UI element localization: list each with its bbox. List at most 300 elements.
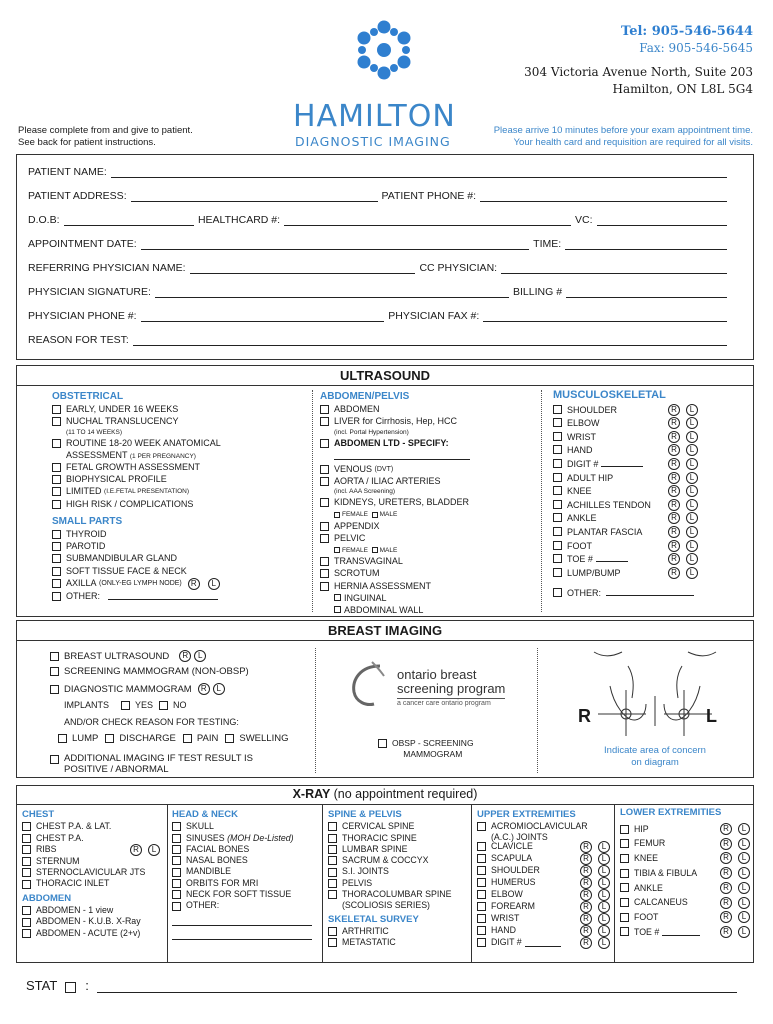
checkbox[interactable]	[50, 755, 59, 764]
billing-label: BILLING #	[513, 286, 563, 298]
checklist-item[interactable]	[477, 925, 610, 937]
checkbox[interactable]	[620, 869, 629, 878]
checklist-item[interactable]	[477, 877, 610, 889]
xr-sinuses[interactable]	[172, 833, 318, 844]
checkbox[interactable]	[553, 527, 562, 536]
right-marker[interactable]: R	[668, 444, 680, 456]
checkbox[interactable]	[22, 834, 31, 843]
physician-phone-field[interactable]	[141, 311, 385, 322]
xr-skull[interactable]	[172, 821, 318, 832]
right-marker[interactable]: R	[720, 926, 732, 938]
left-marker[interactable]: L	[738, 926, 750, 938]
left-marker[interactable]: L	[738, 867, 750, 879]
checkbox[interactable]	[553, 554, 562, 563]
checklist-item[interactable]	[553, 431, 698, 444]
checkbox[interactable]	[320, 522, 329, 531]
checkbox[interactable]	[620, 825, 629, 834]
left-marker[interactable]: L	[738, 897, 750, 909]
checklist-item[interactable]	[620, 895, 750, 910]
checkbox[interactable]	[477, 914, 486, 923]
checkbox[interactable]	[334, 512, 340, 518]
checkbox[interactable]	[320, 569, 329, 578]
checklist-item[interactable]	[553, 404, 698, 417]
diagnostic-mammogram[interactable]	[50, 683, 225, 695]
item-label: HAND	[491, 924, 516, 935]
right-marker[interactable]: R	[668, 567, 680, 579]
us-scrotum[interactable]	[320, 568, 535, 579]
additional-imaging[interactable]	[50, 753, 253, 775]
checkbox[interactable]	[620, 927, 629, 936]
xr-facial[interactable]	[172, 844, 318, 855]
checkbox[interactable]	[328, 845, 337, 854]
checkbox[interactable]	[620, 839, 629, 848]
checkbox[interactable]	[553, 500, 562, 509]
us-submandibular[interactable]	[52, 553, 307, 564]
right-marker[interactable]: R	[580, 877, 592, 889]
xr-lumbar[interactable]	[328, 844, 468, 855]
xr-sternum[interactable]	[22, 856, 164, 867]
checkbox[interactable]	[553, 432, 562, 441]
us-routine[interactable]	[52, 438, 307, 449]
checkbox[interactable]	[50, 685, 59, 694]
item-label: LIMITED	[66, 486, 102, 497]
checkbox[interactable]	[334, 594, 341, 601]
patient-phone-field[interactable]	[480, 191, 727, 202]
checkbox[interactable]	[52, 439, 61, 448]
checklist-item[interactable]	[553, 567, 698, 580]
checkbox[interactable]	[121, 701, 130, 710]
us-venous[interactable]	[320, 464, 535, 475]
us-aorta[interactable]	[320, 476, 535, 487]
checkbox[interactable]	[52, 417, 61, 426]
left-marker[interactable]: L	[686, 404, 698, 416]
checklist-item[interactable]	[620, 910, 750, 925]
checkbox[interactable]	[22, 880, 31, 889]
checkbox[interactable]	[320, 557, 329, 566]
left-marker[interactable]: L	[686, 431, 698, 443]
left-marker[interactable]: L	[686, 499, 698, 511]
right-marker[interactable]: R	[720, 867, 732, 879]
left-marker[interactable]: L	[738, 823, 750, 835]
instructions-left	[18, 125, 193, 149]
checkbox[interactable]	[553, 445, 562, 454]
xr-metastatic[interactable]	[328, 937, 468, 948]
xr-thoracic-inlet[interactable]	[22, 878, 164, 889]
screening-mammogram[interactable]	[50, 666, 249, 677]
left-marker[interactable]: L	[598, 841, 610, 853]
checkbox[interactable]	[320, 417, 329, 426]
left-marker[interactable]: L	[598, 901, 610, 913]
checklist-item[interactable]	[477, 937, 610, 949]
left-marker[interactable]: L	[686, 526, 698, 538]
xr-orbits[interactable]	[172, 878, 318, 889]
specify-field[interactable]	[334, 459, 470, 460]
checkbox[interactable]	[553, 513, 562, 522]
us-small-other[interactable]	[52, 591, 307, 602]
checkbox[interactable]	[52, 592, 61, 601]
xr-acromioclavicular[interactable]	[477, 821, 610, 832]
vc-field[interactable]	[597, 215, 727, 226]
dob-label: D.O.B:	[28, 214, 60, 226]
xr-sternoclavicular[interactable]	[22, 867, 164, 878]
checklist-item[interactable]	[620, 851, 750, 866]
us-msk-other[interactable]	[553, 587, 698, 600]
checkbox[interactable]	[553, 418, 562, 427]
checkbox[interactable]	[172, 822, 181, 831]
referring-physician-field[interactable]	[190, 263, 416, 274]
dob-field[interactable]	[64, 215, 194, 226]
checkbox[interactable]	[328, 890, 337, 899]
left-marker[interactable]: L	[738, 852, 750, 864]
checkbox[interactable]	[22, 857, 31, 866]
xr-thoracolumbar[interactable]	[328, 889, 468, 900]
checkbox[interactable]	[52, 567, 61, 576]
right-marker[interactable]: R	[668, 404, 680, 416]
checkbox[interactable]	[328, 822, 337, 831]
breast-diagram[interactable]	[574, 646, 736, 742]
checkbox[interactable]	[620, 854, 629, 863]
physician-signature-field[interactable]	[155, 287, 509, 298]
number-field[interactable]	[525, 938, 561, 947]
checkbox[interactable]	[50, 652, 59, 661]
us-hernia[interactable]	[320, 581, 535, 592]
checkbox[interactable]	[553, 405, 562, 414]
checkbox[interactable]	[52, 500, 61, 509]
left-marker[interactable]: L	[213, 683, 225, 695]
us-fetal-growth[interactable]	[52, 462, 307, 473]
item-label: CHEST P.A.	[36, 832, 84, 843]
xr-chest-pa-lat[interactable]	[22, 821, 164, 832]
xr-abdomen-acute[interactable]	[22, 928, 164, 939]
patient-name-field[interactable]	[111, 167, 727, 178]
left-marker[interactable]: L	[598, 937, 610, 949]
right-marker[interactable]: R	[188, 578, 200, 590]
other-field[interactable]	[108, 591, 218, 600]
checkbox[interactable]	[22, 906, 31, 915]
checkbox[interactable]	[22, 929, 31, 938]
checklist-item[interactable]	[553, 444, 698, 457]
checkbox[interactable]	[159, 701, 168, 710]
left-marker[interactable]: L	[686, 553, 698, 565]
checkbox[interactable]	[553, 588, 562, 597]
checkbox[interactable]	[378, 739, 387, 748]
us-abdomen[interactable]	[320, 404, 535, 415]
item-label: ANKLE	[634, 882, 663, 893]
checkbox[interactable]	[620, 913, 629, 922]
checkbox[interactable]	[328, 834, 337, 843]
left-marker[interactable]: L	[686, 417, 698, 429]
male-label: MALE	[379, 511, 398, 519]
checkbox[interactable]	[620, 883, 629, 892]
checkbox[interactable]	[328, 938, 337, 947]
checkbox[interactable]	[52, 405, 61, 414]
number-field[interactable]	[601, 458, 643, 467]
right-marker[interactable]: R	[580, 925, 592, 937]
checkbox[interactable]	[52, 463, 61, 472]
checkbox[interactable]	[553, 486, 562, 495]
cc-physician-field[interactable]	[501, 263, 727, 274]
item-label: NASAL BONES	[186, 855, 248, 866]
checkbox[interactable]	[52, 542, 61, 551]
billing-field[interactable]	[566, 287, 727, 298]
checklist-item[interactable]	[553, 526, 698, 539]
xr-mandible[interactable]	[172, 866, 318, 877]
us-appendix[interactable]	[320, 521, 535, 532]
checkbox[interactable]	[52, 530, 61, 539]
left-marker[interactable]: L	[738, 882, 750, 894]
checklist-item[interactable]	[553, 485, 698, 498]
time-field[interactable]	[565, 239, 727, 250]
checkbox[interactable]	[172, 890, 181, 899]
left-marker[interactable]: L	[686, 458, 698, 470]
checkbox[interactable]	[183, 734, 192, 743]
checkbox[interactable]	[372, 547, 378, 553]
left-marker[interactable]: L	[738, 838, 750, 850]
right-marker[interactable]: R	[720, 911, 732, 923]
number-field[interactable]	[662, 927, 700, 936]
xr-ribs[interactable]	[22, 844, 164, 856]
other-field[interactable]	[172, 939, 312, 940]
us-biophysical[interactable]	[52, 474, 307, 485]
checklist-item[interactable]	[477, 853, 610, 865]
stat-field[interactable]	[97, 980, 737, 993]
checklist-item[interactable]	[620, 866, 750, 881]
left-marker[interactable]: L	[598, 877, 610, 889]
checkbox[interactable]	[477, 878, 486, 887]
right-marker[interactable]: R	[580, 841, 592, 853]
checkbox[interactable]	[334, 606, 341, 613]
checkbox[interactable]	[372, 512, 378, 518]
checkbox[interactable]	[320, 498, 329, 507]
checkbox[interactable]	[620, 898, 629, 907]
item-label: KIDNEYS, URETERS, BLADDER	[334, 497, 470, 508]
checkbox[interactable]	[52, 579, 61, 588]
right-marker[interactable]: R	[668, 485, 680, 497]
us-thyroid[interactable]	[52, 529, 307, 540]
checklist-item[interactable]	[620, 925, 750, 940]
xr-pelvis[interactable]	[328, 878, 468, 889]
left-marker[interactable]: L	[598, 889, 610, 901]
side-markers	[665, 485, 698, 497]
right-marker[interactable]: R	[668, 512, 680, 524]
xr-sacrum[interactable]	[328, 855, 468, 866]
us-nuchal[interactable]	[52, 416, 307, 427]
checklist-item[interactable]	[553, 512, 698, 525]
checkbox[interactable]	[320, 477, 329, 486]
us-parotid[interactable]	[52, 541, 307, 552]
left-marker[interactable]: L	[598, 925, 610, 937]
right-marker[interactable]: R	[668, 431, 680, 443]
us-abdominal-wall[interactable]	[320, 605, 535, 616]
checkbox[interactable]	[172, 834, 181, 843]
xr-arthritic[interactable]	[328, 926, 468, 937]
left-marker[interactable]: L	[686, 512, 698, 524]
item-label: LUMBAR SPINE	[342, 843, 408, 854]
left-marker[interactable]: L	[738, 911, 750, 923]
checklist-item[interactable]	[477, 913, 610, 925]
checkbox[interactable]	[22, 845, 31, 854]
right-marker[interactable]: R	[668, 499, 680, 511]
checkbox[interactable]	[172, 902, 181, 911]
us-transvaginal[interactable]	[320, 556, 535, 567]
reason-field[interactable]	[133, 335, 727, 346]
checkbox[interactable]	[172, 868, 181, 877]
item-label: ELBOW	[491, 888, 523, 899]
checkbox[interactable]	[52, 554, 61, 563]
xr-head-other[interactable]	[172, 900, 318, 911]
right-marker[interactable]: R	[198, 683, 210, 695]
right-marker[interactable]: R	[179, 650, 191, 662]
checklist-item[interactable]	[553, 540, 698, 553]
right-marker[interactable]: R	[668, 417, 680, 429]
checkbox[interactable]	[328, 927, 337, 936]
right-marker[interactable]: R	[668, 540, 680, 552]
right-marker[interactable]: R	[130, 844, 142, 856]
right-marker[interactable]: R	[720, 823, 732, 835]
checkbox[interactable]	[553, 473, 562, 482]
checklist-item[interactable]	[620, 881, 750, 896]
checklist-item[interactable]	[553, 417, 698, 430]
checkbox[interactable]	[320, 439, 329, 448]
checkbox[interactable]	[328, 868, 337, 877]
checkbox[interactable]	[477, 926, 486, 935]
us-axilla[interactable]	[52, 578, 307, 590]
checklist-item[interactable]	[553, 458, 698, 471]
checkbox[interactable]	[477, 890, 486, 899]
checkbox[interactable]	[334, 547, 340, 553]
checklist-item[interactable]	[477, 889, 610, 901]
xr-abdomen-kub[interactable]	[22, 916, 164, 927]
xr-nasal[interactable]	[172, 855, 318, 866]
left-marker[interactable]: L	[208, 578, 220, 590]
item-label: TOE #	[567, 554, 593, 565]
xr-chest-pa[interactable]	[22, 833, 164, 844]
checklist-item[interactable]	[620, 822, 750, 837]
checklist-item[interactable]	[553, 553, 698, 566]
checkbox[interactable]	[22, 918, 31, 927]
msk-column	[553, 389, 698, 601]
checklist-item[interactable]	[477, 841, 610, 853]
stat-checkbox[interactable]	[65, 982, 76, 993]
xr-thoracic[interactable]	[328, 833, 468, 844]
checklist-item[interactable]	[477, 865, 610, 877]
checkbox[interactable]	[52, 475, 61, 484]
physician-fax-field[interactable]	[483, 311, 727, 322]
checkbox[interactable]	[477, 866, 486, 875]
left-marker[interactable]: L	[598, 913, 610, 925]
us-limited[interactable]	[52, 486, 307, 497]
checkbox[interactable]	[105, 734, 114, 743]
checkbox[interactable]	[50, 667, 59, 676]
right-marker[interactable]: R	[668, 458, 680, 470]
item-label: WRIST	[567, 431, 596, 442]
right-marker[interactable]: R	[580, 853, 592, 865]
checkbox[interactable]	[477, 902, 486, 911]
left-marker[interactable]: L	[686, 567, 698, 579]
checkbox[interactable]	[22, 822, 31, 831]
right-marker[interactable]: R	[720, 852, 732, 864]
checkbox[interactable]	[52, 487, 61, 496]
us-liver[interactable]	[320, 416, 535, 427]
checkbox[interactable]	[320, 405, 329, 414]
checkbox[interactable]	[172, 845, 181, 854]
checkbox[interactable]	[477, 938, 486, 947]
right-marker[interactable]: R	[668, 526, 680, 538]
checkbox[interactable]	[553, 459, 562, 468]
checkbox[interactable]	[477, 854, 486, 863]
checkbox[interactable]	[22, 868, 31, 877]
checklist-item[interactable]	[477, 901, 610, 913]
us-early[interactable]	[52, 404, 307, 415]
patient-address-field[interactable]	[131, 191, 378, 202]
number-field[interactable]	[596, 553, 628, 562]
right-marker[interactable]: R	[668, 472, 680, 484]
left-marker[interactable]: L	[148, 844, 160, 856]
right-marker[interactable]: R	[580, 901, 592, 913]
checkbox[interactable]	[172, 879, 181, 888]
checkbox[interactable]	[553, 541, 562, 550]
right-marker[interactable]: R	[580, 865, 592, 877]
right-marker[interactable]: R	[720, 838, 732, 850]
breast-ultrasound[interactable]	[50, 650, 206, 662]
left-marker[interactable]: L	[686, 485, 698, 497]
us-high-risk[interactable]	[52, 499, 307, 510]
left-marker[interactable]: L	[686, 472, 698, 484]
us-inguinal[interactable]	[320, 593, 535, 604]
checkbox[interactable]	[58, 734, 67, 743]
xr-abdomen-1[interactable]	[22, 905, 164, 916]
checkbox[interactable]	[553, 568, 562, 577]
checkbox[interactable]	[477, 822, 486, 831]
obsp-screening[interactable]	[378, 738, 474, 760]
healthcard-field[interactable]	[284, 215, 571, 226]
checkbox[interactable]	[477, 842, 486, 851]
us-abdomen-ltd[interactable]	[320, 438, 535, 449]
left-marker[interactable]: L	[598, 853, 610, 865]
appointment-date-field[interactable]	[141, 239, 529, 250]
checklist-item[interactable]	[553, 472, 698, 485]
xr-si-joints[interactable]	[328, 866, 468, 877]
checkbox[interactable]	[172, 856, 181, 865]
other-field[interactable]	[606, 587, 694, 596]
xr-neck[interactable]	[172, 889, 318, 900]
checkbox[interactable]	[320, 465, 329, 474]
pelvic-sex-options	[320, 545, 535, 556]
checklist-item[interactable]	[620, 836, 750, 851]
checkbox[interactable]	[320, 582, 329, 591]
left-marker[interactable]: L	[194, 650, 206, 662]
checkbox[interactable]	[225, 734, 234, 743]
us-soft-tissue[interactable]	[52, 566, 307, 577]
right-marker[interactable]: R	[668, 553, 680, 565]
xr-cervical[interactable]	[328, 821, 468, 832]
left-marker[interactable]: L	[598, 865, 610, 877]
us-kidneys[interactable]	[320, 497, 535, 508]
right-marker[interactable]: R	[580, 889, 592, 901]
checkbox[interactable]	[328, 856, 337, 865]
other-field[interactable]	[172, 925, 312, 926]
us-pelvic[interactable]	[320, 533, 535, 544]
right-marker[interactable]: R	[720, 882, 732, 894]
checklist-item[interactable]	[553, 499, 698, 512]
left-marker[interactable]: L	[686, 444, 698, 456]
right-marker[interactable]: R	[580, 937, 592, 949]
left-marker[interactable]: L	[686, 540, 698, 552]
right-marker[interactable]: R	[720, 897, 732, 909]
checkbox[interactable]	[328, 879, 337, 888]
checkbox[interactable]	[320, 534, 329, 543]
right-marker[interactable]: R	[580, 913, 592, 925]
